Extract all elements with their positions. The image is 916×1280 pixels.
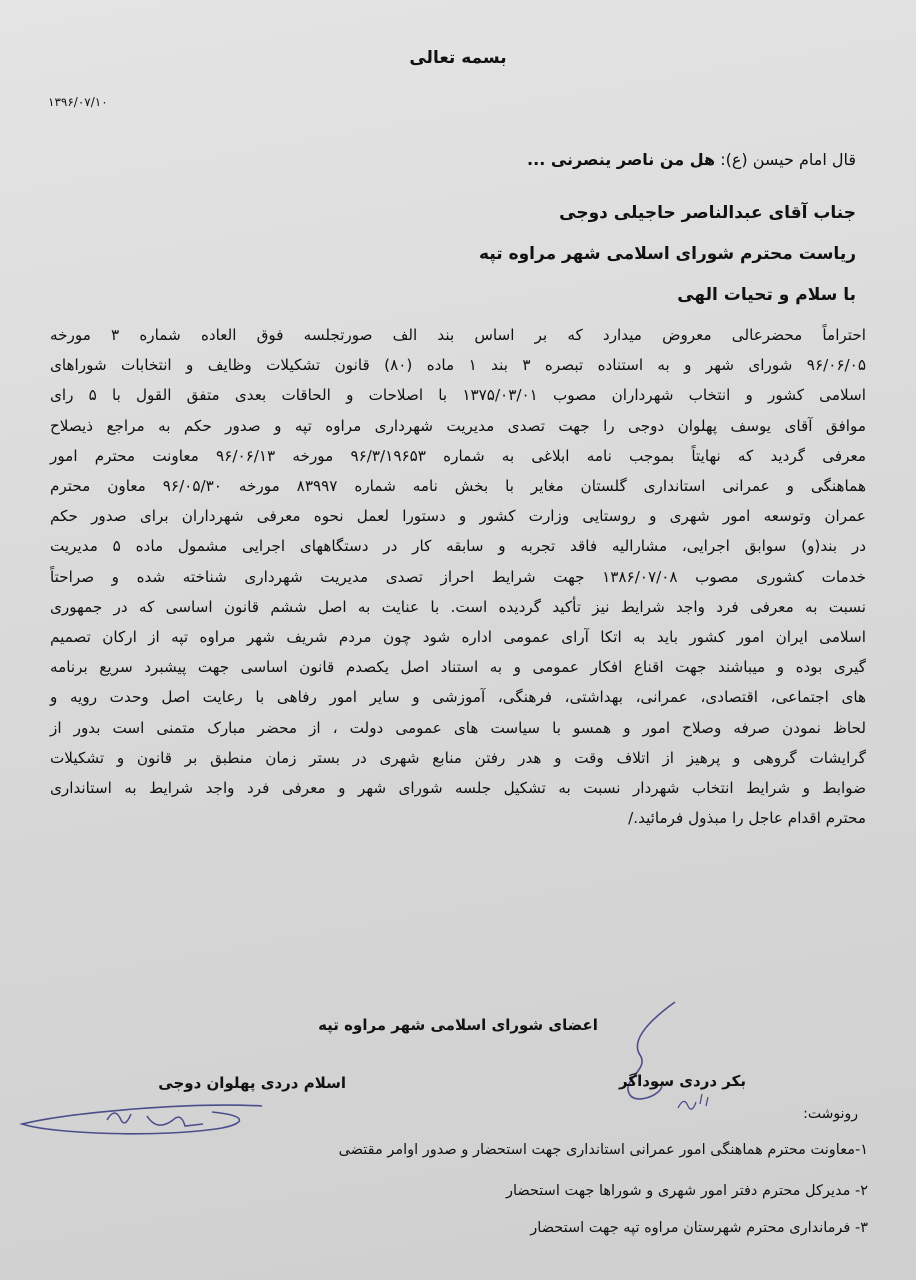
body-line: گیری بوده و میباشند جهت اقناع افکار عمومی و به استناد اصل یکصدم قانون اساسی جهت پیشبرد سریع برنامه (50, 658, 866, 677)
body-line: لحاظ نمودن صرفه وصلاح امور و همسو با سیاست های عمومی دولت ، از محضر مبارک متمنی است بدور از (50, 718, 866, 737)
body-line: گرایشات گروهی و پرهیز از اتلاف وقت و هدر رفتن منابع شهری در بستر زمان منطبق بر قانون و تشکیلات (50, 748, 866, 767)
addressee-title: ریاست محترم شورای اسلامی شهر مراوه تپه (479, 244, 856, 264)
signer-left-name: اسلام دردی پهلوان دوجی (158, 1074, 346, 1092)
body-line: نسبت به معرفی فرد واجد شرایط نیز تأکید گردیده است. با عنایت به اصل ششم قانون اساسی که در جمهوری (50, 597, 866, 616)
quote-text: هل من ناصر ینصرنی ... (527, 150, 716, 169)
body-line: ضوابط و شرایط انتخاب شهردار نسبت به تشکیل جلسه شورای شهر و معرفی فرد واجد شرایط به استانداری (50, 779, 866, 798)
body-line: خدمات کشوری مصوب ۱۳۸۶/۰۷/۰۸ جهت شرایط احراز تصدی مدیریت شهرداری شناخته شده و صراحتاً (50, 567, 866, 586)
body-line: عمران وتوسعه امور شهری و روستایی وزارت کشور و دستورا لعمل نحوه معرفی شهرداران برای صدور حکم (50, 507, 866, 526)
heading-bismillah: بسمه تعالی (409, 48, 507, 68)
body-line: اسلامی ایران امور کشور باید به اتکا آرای عمومی اداره شود چون مردم شریف شهر مراوه تپه از ارکان تصمیم (50, 628, 866, 647)
quote-line (527, 150, 856, 169)
cc-title: رونوشت: (803, 1106, 858, 1122)
quote-prefix: قال امام حیسن (ع): (720, 150, 856, 169)
body-line: موافق آقای یوسف پهلوان دوجی را جهت تصدی مدیریت شهرداری مراوه تپه و صدور حکم به مراجع ذیصلاح (50, 416, 866, 435)
cc-item: ۱-معاونت محترم هماهنگی امور عمرانی استانداری جهت استحضار و صدور اوامر مقتضی (338, 1142, 868, 1158)
signer-right-name: بکر دردی سوداگر (619, 1072, 746, 1090)
body-line: معرفی گردید که نهایتاً بموجب نامه ابلاغی به شماره ۹۶/۳/۱۹۶۵۳ مورخه ۹۶/۰۶/۱۳ معاونت محترم امور (50, 446, 866, 465)
greeting: با سلام و تحیات الهی (677, 285, 856, 305)
body-line: اسلامی کشور و انتخاب شهرداران مصوب ۱۳۷۵/۰۳/۰۱ با اصلاحات و الحاقات بعدی متفق القول با ۵ رای (50, 386, 866, 405)
letter-body (50, 320, 866, 833)
signature-left-scribble (12, 1098, 272, 1148)
body-line: در بند(و) سوابق اجرایی، مشارالیه فاقد تجربه و سابقه کار در دستگاههای اجرایی مشمول ماده ۵ مدیریت (50, 537, 866, 556)
body-line: ۹۶/۰۶/۰۵ شورای شهر و به استناده تبصره ۳ بند ۱ ماده (۸۰) قانون تشکیلات وظایف و انتخابات شوراهای (50, 356, 866, 375)
cc-item: ۲- مدیرکل محترم دفتر امور شهری و شوراها جهت استحضار (505, 1183, 868, 1199)
cc-item: ۳- فرمانداری محترم شهرستان مراوه تپه جهت استحضار (530, 1220, 868, 1236)
addressee-name: جناب آقای عبدالناصر حاجیلی دوجی (559, 203, 856, 223)
body-line: های اجتماعی، اقتصادی، عمرانی، بهداشتی، فرهنگی، آموزشی و سایر امور رفاهی با رعایت اصل وحدت رویه و (50, 688, 866, 707)
body-line: هماهنگی و عمرانی استانداری گلستان مغایر با بخش نامه شماره ۸۳۹۹۷ مورخه ۹۶/۰۵/۳۰ معاون محترم (50, 477, 866, 496)
signature-right-scribble (600, 1000, 720, 1120)
body-line: احتراماً محضرعالی معروض میدارد که بر اساس بند الف صورتجلسه فوق العاده شماره ۳ مورخه (50, 326, 866, 344)
letter-date: ۱۳۹۶/۰۷/۱۰ (48, 95, 108, 109)
body-line: محترم اقدام عاجل را مبذول فرمائید./ (628, 809, 866, 828)
council-members-title: اعضای شورای اسلامی شهر مراوه تپه (318, 1016, 598, 1034)
